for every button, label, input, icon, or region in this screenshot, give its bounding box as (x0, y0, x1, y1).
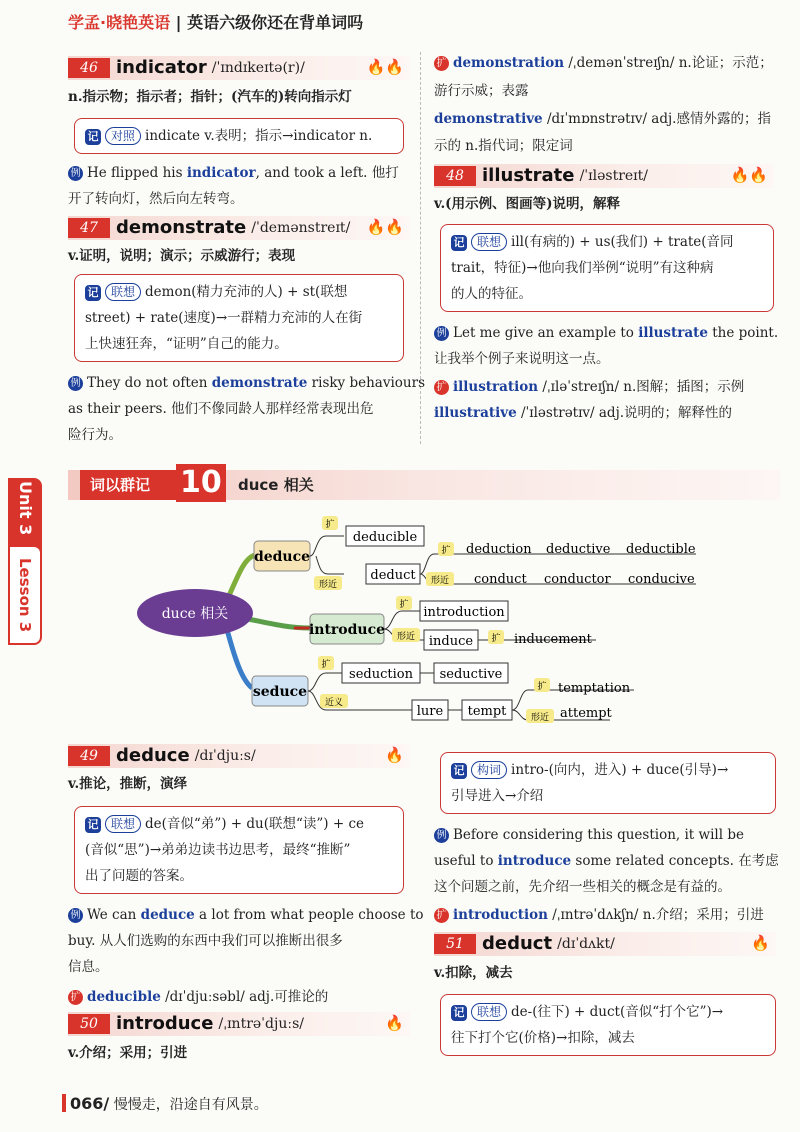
phonetic: /dɪˈdjuːs/ (194, 748, 256, 764)
seductive-label: seductive (439, 667, 503, 682)
example-icon: 例 (68, 376, 83, 391)
phonetic: /ˈdemənstreɪt/ (251, 220, 351, 236)
deductive-label: deductive (546, 542, 611, 557)
deduce-label: deduce (253, 549, 311, 565)
conduct-label: conduct (474, 572, 527, 587)
svg-text:扩: 扩 (325, 520, 335, 530)
svg-text:扩: 扩 (441, 546, 451, 556)
footer-motto: 慢慢走，沿途自有风景。 (113, 1097, 268, 1113)
extend-icon: 扩 (434, 908, 449, 923)
example: 例 Let me give an example to illustrate the point. (434, 320, 778, 347)
memo-box: 记 联想 de-(往下) + duct(音似“打个它”)→ 往下打个它(价格)→扣除，减去 (440, 994, 776, 1056)
fire-icon: 🔥 (385, 746, 404, 764)
introduction-label: introduction (423, 605, 505, 620)
memo-icon: 记 (451, 235, 467, 251)
entry-51-title (434, 932, 776, 956)
entry-46-title (68, 56, 410, 80)
example-translation: 这个问题之前，先介绍一些相关的概念是有益的。 (434, 879, 731, 895)
extension: 扩 demonstration /ˌdemənˈstreɪʃn/ n.论证；示范； (434, 50, 773, 77)
entry-number: 47 (68, 218, 110, 238)
extension: 扩 introduction /ˌɪntrəˈdʌkʃn/ n.介绍；采用；引进 (434, 902, 764, 929)
deduction-label: deduction (466, 542, 532, 557)
group-label: 词以群记 (80, 470, 200, 500)
fire-icon: 🔥🔥 (366, 218, 404, 236)
entry-number: 49 (68, 746, 110, 766)
memo-icon: 记 (451, 763, 467, 779)
memo-icon: 记 (85, 285, 101, 301)
entry-number: 48 (434, 166, 476, 186)
extend-icon: 扩 (434, 56, 449, 71)
conductor-label: conductor (544, 572, 611, 587)
memo-text: indicate v.表明；指示→indicator n. (145, 128, 373, 144)
seduction-label: seduction (349, 667, 413, 682)
svg-text:形近: 形近 (430, 576, 450, 586)
entry-number: 46 (68, 58, 110, 78)
example-cont: as their peers. 他们不像同龄人那样经常表现出危 (68, 401, 374, 417)
svg-text:形近: 形近 (318, 580, 338, 590)
memo-tag: 构词 (471, 761, 507, 779)
svg-text:近义: 近义 (324, 698, 344, 708)
extension-cont: 示的 n.指代词；限定词 (434, 138, 573, 154)
memo-icon: 记 (85, 817, 101, 833)
svg-text:形近: 形近 (530, 713, 550, 723)
attempt-label: attempt (560, 706, 612, 721)
fire-icon: 🔥🔥 (366, 58, 404, 76)
seduce-label: seduce (252, 684, 308, 700)
extend-icon: 扩 (68, 990, 83, 1005)
running-header: 学孟·晓艳英语 | 英语六级你还在背单词吗 (68, 13, 364, 32)
definition: v.证明，说明；演示；示威游行；表现 (68, 248, 296, 264)
unit-label: Unit 3 (16, 480, 35, 536)
entry-number: 50 (68, 1014, 110, 1034)
deducible-label: deducible (352, 530, 418, 545)
memo-icon: 记 (451, 1005, 467, 1021)
entry-number: 51 (434, 934, 476, 954)
phonetic: /ˈɪləstreɪt/ (579, 168, 648, 184)
page-footer (62, 1094, 268, 1114)
memo-tag: 联想 (471, 1003, 507, 1021)
conducive-label: conducive (628, 572, 695, 587)
center-label: duce 相关 (161, 606, 229, 622)
example-cont: 险行为。 (68, 427, 122, 443)
publisher: 学孟·晓艳英语 (68, 13, 171, 32)
inducement-label: inducement (514, 632, 592, 647)
svg-text:扩: 扩 (399, 600, 409, 610)
lure-label: lure (416, 704, 444, 719)
deduct-label: deduct (370, 568, 416, 583)
footer-mark (62, 1094, 66, 1112)
example: 例 We can deduce a lot from what people choose to (68, 902, 424, 929)
entry-47-title (68, 216, 410, 240)
phonetic: /ˈɪndɪkeɪtə(r)/ (211, 60, 305, 76)
definition: v.推论，推断，演绎 (68, 776, 188, 792)
extend-icon: 扩 (434, 380, 449, 395)
headword: illustrate (482, 165, 575, 186)
memo-box: 记 构词 intro-(向内，进入) + duce(引导)→ 引导进入→介绍 (440, 752, 776, 814)
memo-box (74, 118, 404, 154)
memo-tag: 对照 (105, 127, 141, 145)
phonetic: /ˌɪntrəˈdjuːs/ (218, 1016, 304, 1032)
headword: deduce (116, 745, 190, 766)
headword: demonstrate (116, 217, 247, 238)
headword: indicator (116, 57, 207, 78)
memo-tag: 联想 (105, 815, 141, 833)
definition: v.(用示例、图画等)说明，解释 (434, 196, 620, 212)
fire-icon: 🔥🔥 (730, 166, 768, 184)
extension-cont: 游行示威；表露 (434, 83, 529, 99)
example-icon: 例 (434, 326, 449, 341)
example-cont: buy. 从人们选购的东西中我们可以推断出很多 (68, 933, 343, 949)
extension: 扩 illustration /ˌɪləˈstreɪʃn/ n.图解；插图；示例 (434, 374, 744, 401)
headword: introduce (116, 1013, 214, 1034)
memo-tag: 联想 (471, 233, 507, 251)
group-number: 10 (176, 464, 226, 502)
tempt-label: tempt (467, 704, 507, 719)
entry-49-title (68, 744, 410, 768)
definition: n.指示物；指示者；指针；(汽车的)转向指示灯 (68, 89, 352, 105)
fire-icon: 🔥 (751, 934, 770, 952)
svg-text:形近: 形近 (396, 632, 416, 642)
svg-text:扩: 扩 (321, 660, 331, 670)
extension: illustrative /ˈɪləstrətɪv/ adj.说明的；解释性的 (434, 405, 733, 421)
fire-icon: 🔥 (385, 1014, 404, 1032)
example: 例 They do not often demonstrate risky behaviours (68, 370, 425, 397)
memo-box: 记 联想 demon(精力充沛的人) + st(联想 street) + rate(速度)→一群精力充沛的人在街 上快速狂奔，“证明”自己的能力。 (74, 274, 404, 362)
introduce-label: introduce (308, 622, 386, 638)
memo-tag: 联想 (105, 283, 141, 301)
definition: v.介绍；采用；引进 (68, 1045, 188, 1061)
memo-icon: 记 (85, 129, 101, 145)
example-cont: 信息。 (68, 959, 109, 975)
extension: 扩 deducible /dɪˈdjuːsəbl/ adj.可推论的 (68, 984, 328, 1011)
example-icon: 例 (68, 908, 83, 923)
phonetic: /dɪˈdʌkt/ (557, 936, 615, 952)
example-translation: 让我举个例子来说明这一点。 (434, 351, 610, 367)
example-icon: 例 (68, 166, 83, 181)
induce-label: induce (428, 634, 474, 649)
book-title: 英语六级你还在背单词吗 (187, 13, 364, 32)
svg-text:扩: 扩 (491, 634, 501, 644)
entry-48-title (434, 164, 774, 188)
lesson-label: Lesson 3 (8, 545, 42, 645)
duce-mindmap (130, 510, 730, 730)
memo-box: 记 联想 de(音似“弟”) + du(联想“读”) + ce (音似“思”)→弟弟边读书边思考，最终“推断” 出了问题的答案。 (74, 806, 404, 894)
entry-50-title (68, 1012, 410, 1036)
memo-box: 记 联想 ill(有病的) + us(我们) + trate(音同 trait，特征)→他向我们举例“说明”有这种病 的人的特征。 (440, 224, 774, 312)
example-cont: useful to introduce some related concepts. 在考虑 (434, 853, 779, 869)
definition: v.扣除，减去 (434, 965, 513, 981)
example: 例 Before considering this question, it will be (434, 822, 744, 849)
svg-text:扩: 扩 (537, 682, 547, 692)
headword: deduct (482, 933, 553, 954)
page-number: 066/ (70, 1094, 110, 1113)
group-title: duce 相关 (238, 476, 314, 494)
example: 例 He flipped his indicator, and took a left. 他打 (68, 160, 399, 187)
deductible-label: deductible (626, 542, 696, 557)
temptation-label: temptation (558, 681, 631, 696)
example-translation: 开了转向灯，然后向左转弯。 (68, 191, 244, 207)
example-icon: 例 (434, 828, 449, 843)
extension: demonstrative /dɪˈmɒnstrətɪv/ adj.感情外露的；指 (434, 111, 771, 127)
